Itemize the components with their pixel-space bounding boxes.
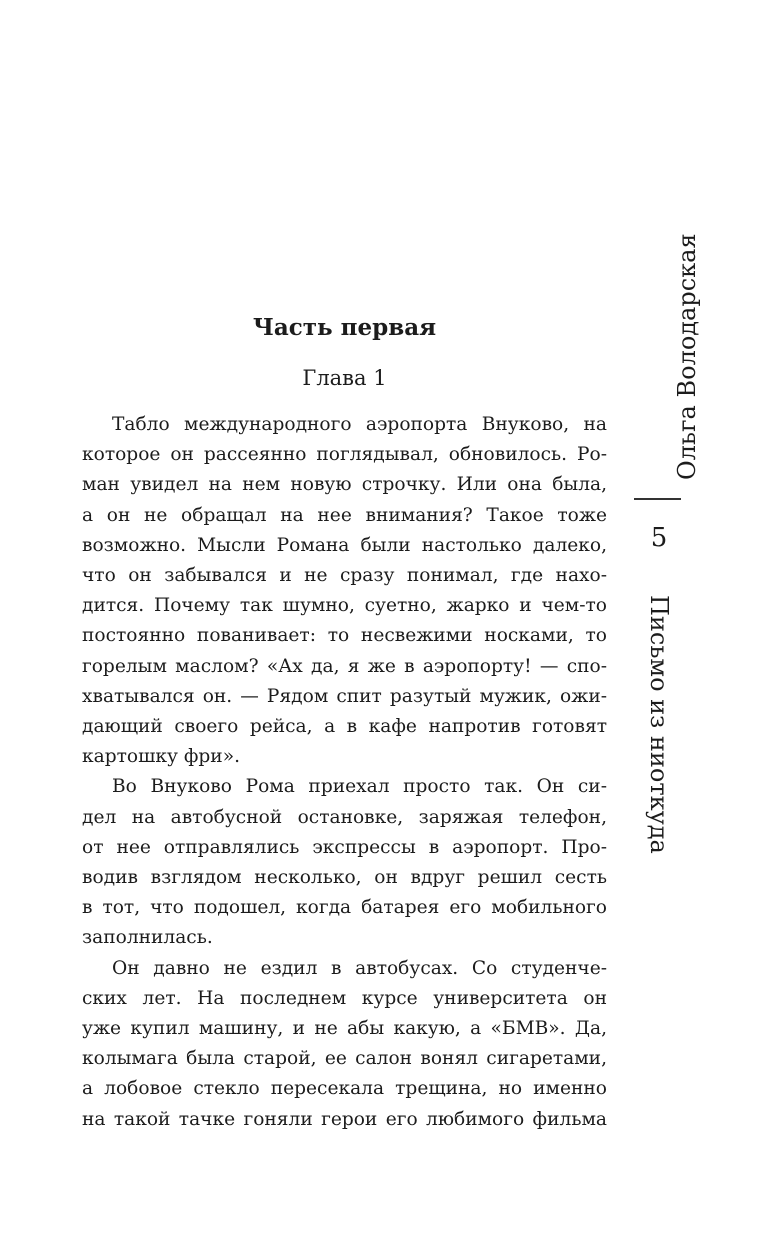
text-line: горелым маслом? «Ах да, я же в аэропорту! — спо- <box>82 655 607 677</box>
text-line: на такой тачке гоняли герои его любимого фильма <box>82 1108 607 1130</box>
text-line: в тот, что подошел, когда батарея его мобильного <box>82 897 607 919</box>
running-head-divider <box>634 498 681 500</box>
body-text <box>82 410 607 1135</box>
text-line: хватывался он. — Рядом спит разутый мужик, ожи- <box>82 685 607 707</box>
text-line: дится. Почему так шумно, суетно, жарко и чем-то <box>82 595 607 617</box>
running-head <box>634 233 701 854</box>
running-head-author: Ольга Володарская <box>673 233 701 480</box>
text-line: колымага была старой, ее салон вонял сигаретами, <box>82 1048 607 1070</box>
text-line: уже купил машину, и не абы какую, а «БМВ». Да, <box>82 1018 607 1040</box>
text-line: а лобовое стекло пересекала трещина, но именно <box>82 1078 607 1100</box>
chapter-title: Глава 1 <box>302 366 387 390</box>
text-line: дающий своего рейса, а в кафе напротив готовят <box>82 716 607 738</box>
text-line: постоянно пованивает: то несвежими носками, то <box>82 625 607 647</box>
text-line: ман увидел на нем новую строчку. Или она была, <box>82 474 607 496</box>
paragraph-1 <box>82 410 607 772</box>
text-line: ских лет. На последнем курсе университета он <box>82 987 607 1009</box>
part-title: Часть первая <box>252 314 437 341</box>
text-line: а он не обращал на нее внимания? Такое тоже <box>82 504 607 526</box>
text-line: Он давно не ездил в автобусах. Со студенче- <box>112 957 607 979</box>
text-line: Табло международного аэропорта Внуково, на <box>112 414 607 435</box>
text-line: Во Внуково Рома приехал просто так. Он си- <box>112 776 607 798</box>
paragraph-3 <box>82 954 607 1135</box>
page-number: 5 <box>650 523 668 553</box>
text-line: заполнилась. <box>82 927 213 949</box>
running-head-book-title: Письмо из ниоткуда <box>645 595 673 854</box>
text-line: дел на автобусной остановке, заряжая телефон, <box>82 806 607 828</box>
text-line: от нее отправлялись экспрессы в аэропорт. Про- <box>82 836 607 858</box>
text-line: которое он рассеянно поглядывал, обновилось. Ро- <box>82 444 607 466</box>
text-line: возможно. Мысли Романа были настолько далеко, <box>82 534 607 556</box>
text-line: что он забывался и не сразу понимал, где нахо- <box>82 565 607 587</box>
text-line: картошку фри». <box>82 746 240 768</box>
text-line: водив взглядом несколько, он вдруг решил сесть <box>82 867 607 889</box>
paragraph-2 <box>82 772 607 953</box>
